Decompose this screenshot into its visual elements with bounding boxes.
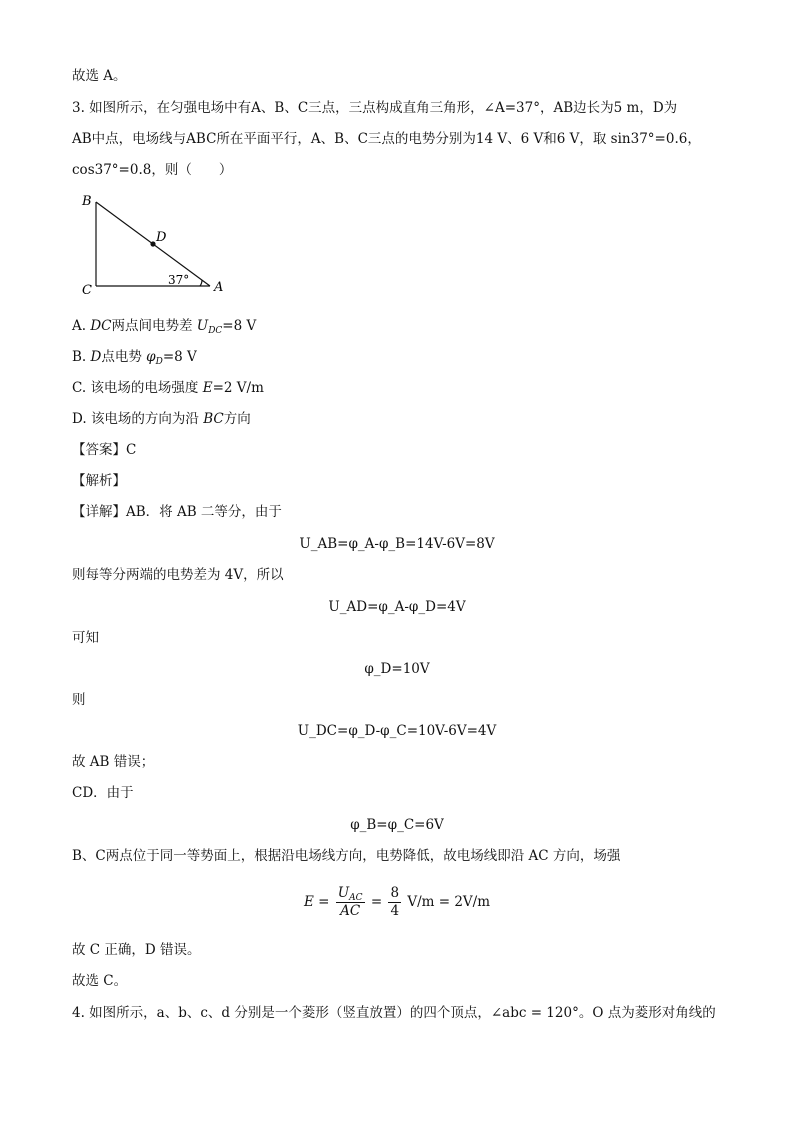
point-d	[150, 241, 155, 246]
text-6: CD．由于	[72, 785, 134, 801]
analysis-tag: 【解析】	[72, 473, 126, 489]
option-a: A. DC两点间电势差 $U_{DC}=8$ V	[72, 318, 257, 336]
q4-stem-line1: 4. 如图所示，a、b、c、d 分别是一个菱形（竖直放置）的四个顶点，∠abc = 120°。O 点为菱形对角线的	[72, 1005, 716, 1021]
label-b: B	[82, 194, 92, 209]
equation-3: φ_D=10V	[364, 661, 430, 677]
equation-6: E = $\frac{U_{AC}}{AC}$ = $\frac{8}{4}$ V/m = 2V/m	[303, 885, 491, 919]
q3-conclusion: 故选 C。	[72, 973, 128, 989]
equation-1: U_AB=φ_A-φ_B=14V-6V=8V	[299, 536, 495, 552]
text-4: 则	[72, 692, 86, 708]
text-2: 则每等分两端的电势差为 4V，所以	[72, 567, 284, 583]
equation-2: U_AD=φ_A-φ_D=4V	[328, 599, 466, 615]
equation-4: U_DC=φ_D-φ_C=10V-6V=4V	[297, 723, 497, 739]
equation-5: φ_B=φ_C=6V	[350, 817, 444, 833]
text-5: 故 AB 错误；	[72, 754, 155, 770]
option-c: C. 该电场的电场强度 E=2 V/m	[72, 380, 264, 396]
fraction-8-4: $\frac{8}{4}$	[390, 885, 400, 919]
detail-line: 【详解】AB．将 AB 二等分，由于	[72, 504, 282, 520]
triangle-figure	[76, 190, 236, 298]
option-b: B. D点电势 $\varphi_D=8$ V	[72, 349, 197, 367]
q3-stem-line2: AB中点，电场线与ABC所在平面平行，A、B、C三点的电势分别为14 V、6 V和6 V，取 sin37°=0.6，	[72, 131, 701, 147]
prev-conclusion: 故选 A。	[72, 68, 127, 84]
label-d: D	[156, 230, 167, 245]
angle-arc	[200, 280, 202, 286]
q3-stem-line3: cos37°=0.8，则（ ）	[72, 162, 233, 178]
text-3: 可知	[72, 630, 99, 646]
option-d: D. 该电场的方向为沿 BC方向	[72, 411, 251, 427]
label-a: A	[214, 280, 224, 295]
text-8: 故 C 正确，D 错误。	[72, 942, 201, 958]
answer-tag: 【答案】C	[72, 442, 137, 458]
label-c: C	[82, 283, 92, 298]
fraction-uac-ac: $\frac{U_{AC}}{AC}$	[337, 885, 363, 919]
angle-label: 37°	[168, 273, 190, 287]
text-7: B、C两点位于同一等势面上，根据沿电场线方向，电势降低，故电场线即沿 AC 方向，场强	[72, 848, 621, 864]
q3-stem-line1: 3. 如图所示，在匀强电场中有A、B、C三点，三点构成直角三角形，∠A=37°，AB边长为5 m，D为	[72, 100, 678, 116]
